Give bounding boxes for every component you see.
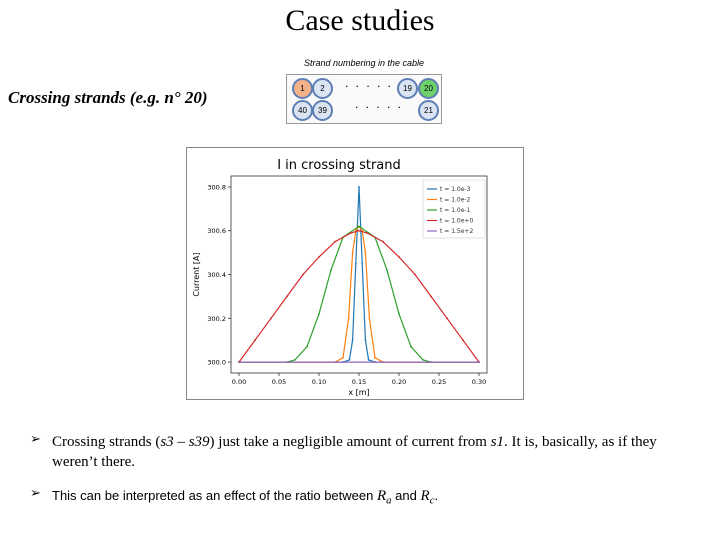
series-4-point: [398, 256, 400, 258]
series-3-point: [330, 269, 332, 271]
series-3-point: [422, 359, 424, 361]
strand-2: 2: [312, 78, 333, 99]
series-4-point: [254, 339, 256, 341]
series-2-point: [365, 252, 367, 254]
series-4-point: [382, 241, 384, 243]
series-4-point: [430, 295, 432, 297]
strand-1: 1: [292, 78, 313, 99]
x-tick-label: 0.25: [431, 378, 447, 386]
legend-entry: t = 1.0e+0: [440, 217, 474, 225]
series-4-point: [286, 295, 288, 297]
x-tick-label: 0.05: [271, 378, 287, 386]
case-label: Crossing strands (e.g. n° 20): [8, 88, 208, 107]
series-line-4: [239, 231, 479, 362]
x-tick-label: 0.10: [311, 378, 327, 386]
x-tick-label: 0.30: [471, 378, 487, 386]
series-4-point: [318, 256, 320, 258]
legend-entry: t = 1.0e-1: [440, 207, 471, 215]
series-line-2: [239, 226, 479, 362]
strand-numbering-diagram: [286, 58, 442, 124]
series-4-point: [462, 339, 464, 341]
x-tick-label: 0.20: [391, 378, 407, 386]
bullet-2-text: This can be interpreted as an effect of the ratio between $R_a$ and $R_c$.: [52, 488, 439, 507]
legend-entry: t = 1.5e+2: [440, 228, 474, 236]
x-axis-label: x [m]: [348, 388, 370, 397]
series-1-point: [349, 359, 351, 361]
arrow-bullet-icon: ➢: [30, 432, 41, 447]
y-axis-label: Current [A]: [192, 252, 201, 297]
series-4-point: [302, 274, 304, 276]
series-1-point: [355, 263, 357, 265]
series-2-point: [352, 252, 354, 254]
series-1-point: [358, 186, 360, 188]
arrow-bullet-icon: ➢: [30, 486, 41, 501]
strand-39: 39: [312, 100, 333, 121]
series-3-point: [386, 269, 388, 271]
series-3-point: [358, 225, 360, 227]
series-4-point: [358, 230, 360, 232]
series-4-point: [270, 317, 272, 319]
series-2-point: [348, 317, 350, 319]
series-line-3: [239, 226, 479, 362]
x-tick-label: 0.00: [231, 378, 247, 386]
series-1-point: [352, 339, 354, 341]
slide-title: Case studies: [285, 4, 435, 37]
series-3-point: [410, 346, 412, 348]
legend-entry: t = 1.0e-3: [440, 186, 471, 194]
chart-svg: [187, 148, 523, 399]
series-3-point: [306, 346, 308, 348]
y-tick-label: 300.0: [207, 358, 226, 367]
strand-19: 19: [397, 78, 418, 99]
bullet-1-text: Crossing strands (s3 – s39) just take a negligible amount of current from s1. It is, basically, as if they weren’t there.: [52, 434, 657, 470]
series-3-point: [318, 313, 320, 315]
series-4-point: [446, 317, 448, 319]
strand-20: 20: [418, 78, 439, 99]
series-2-point: [374, 357, 376, 359]
y-tick-label: 300.4: [207, 271, 226, 279]
legend-entry: t = 1.0e-2: [440, 196, 471, 204]
series-1-point: [365, 339, 367, 341]
y-tick-label: 300.2: [207, 314, 226, 323]
y-tick-label: 300.8: [207, 183, 226, 192]
series-5-point: [238, 361, 240, 363]
current-plot: [186, 147, 524, 400]
series-4-point: [350, 232, 352, 234]
series-2-point: [369, 317, 371, 319]
series-1-point: [368, 359, 370, 361]
series-4-point: [414, 274, 416, 276]
series-4-point: [366, 232, 368, 234]
strand-21: 21: [418, 100, 439, 121]
series-4-point: [334, 241, 336, 243]
chart-title: I in crossing strand: [277, 158, 401, 173]
x-tick-label: 0.15: [351, 378, 367, 386]
diagram-caption: Strand numbering in the cable: [303, 58, 425, 68]
strand-40: 40: [292, 100, 313, 121]
series-5-point: [478, 361, 480, 363]
strand-dots-bottom: . . . . .: [355, 97, 404, 111]
strand-dots-top: . . . . .: [345, 76, 394, 90]
series-1-point: [361, 263, 363, 265]
cable-cross-section: [286, 74, 442, 124]
series-3-point: [294, 359, 296, 361]
y-tick-label: 300.6: [207, 227, 226, 236]
series-2-point: [342, 357, 344, 359]
series-3-point: [398, 313, 400, 315]
